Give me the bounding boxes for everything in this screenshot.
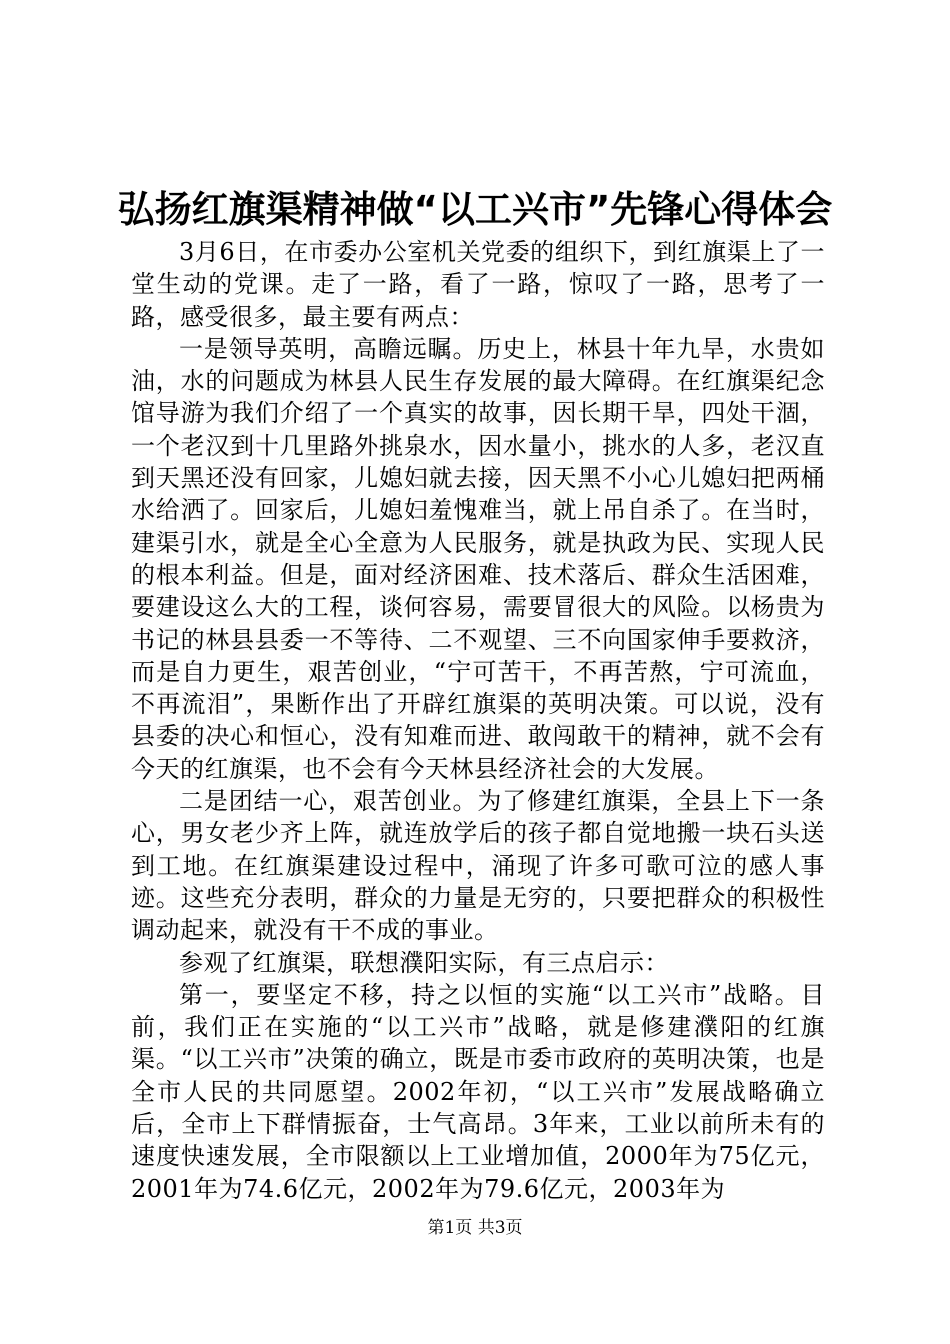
paragraph-intro: 3月6日，在市委办公室机关党委的组织下，到红旗渠上了一堂生动的党课。走了一路，看了一路，惊叹了一路，思考了一路，感受很多，最主要有两点： [131,238,825,331]
paragraph-inspiration-intro: 参观了红旗渠，联想濮阳实际，有三点启示： [179,948,669,977]
paragraph-point-one: 一是领导英明，高瞻远瞩。历史上，林县十年九旱，水贵如油，水的问题成为林县人民生存发展的最大障碍。在红旗渠纪念馆导游为我们介绍了一个真实的故事，因长期干旱，四处干涸，一个老汉到十几里路外挑泉水，因水量小，挑水的人多，老汉直到天黑还没有回家，儿媳妇就去接，因天黑不小心儿媳妇把两桶水给洒了。回家后，儿媳妇羞愧难当，就上吊自杀了。在当时，建渠引水，就是全心全意为人民服务，就是执政为民、实现人民的根本利益。但是，面对经济困难、技术落后、群众生活困难，要建设这么大的工程，谈何容易，需要冒很大的风险。以杨贵为书记的林县县委一不等待、二不观望、三不向国家伸手要救济，而是自力更生，艰苦创业，“宁可苦干，不再苦熬，宁可流血，不再流泪”，果断作出了开辟红旗渠的英明决策。可以说，没有县委的决心和恒心，没有知难而进、敢闯敢干的精神，就不会有今天的红旗渠，也不会有今天林县经济社会的大发展。 [131,334,825,783]
page-footer: 第1页 共3页 [427,1218,523,1238]
document-title: 弘扬红旗渠精神做“以工兴市”先锋心得体会 [117,188,833,231]
paragraph-inspiration-one: 第一，要坚定不移，持之以恒的实施“以工兴市”战略。目前，我们正在实施的“以工兴市”战略，就是修建濮阳的红旗渠。“以工兴市”决策的确立，既是市委市政府的英明决策，也是全市人民的共同愿望。2002年初，“以工兴市”发展战略确立后，全市上下群情振奋，士气高昂。3年来，工业以前所未有的速度快速发展，全市限额以上工业增加值，2000年为75亿元，2001年为74.6亿元，2002年为79.6亿元，2003年为 [131,980,825,1203]
document-body [131,236,825,1205]
paragraph-point-two: 二是团结一心，艰苦创业。为了修建红旗渠，全县上下一条心，男女老少齐上阵，就连放学后的孩子都自觉地搬一块石头送到工地。在红旗渠建设过程中，涌现了许多可歌可泣的感人事迹。这些充分表明，群众的力量是无穷的，只要把群众的积极性调动起来，就没有干不成的事业。 [131,787,825,945]
